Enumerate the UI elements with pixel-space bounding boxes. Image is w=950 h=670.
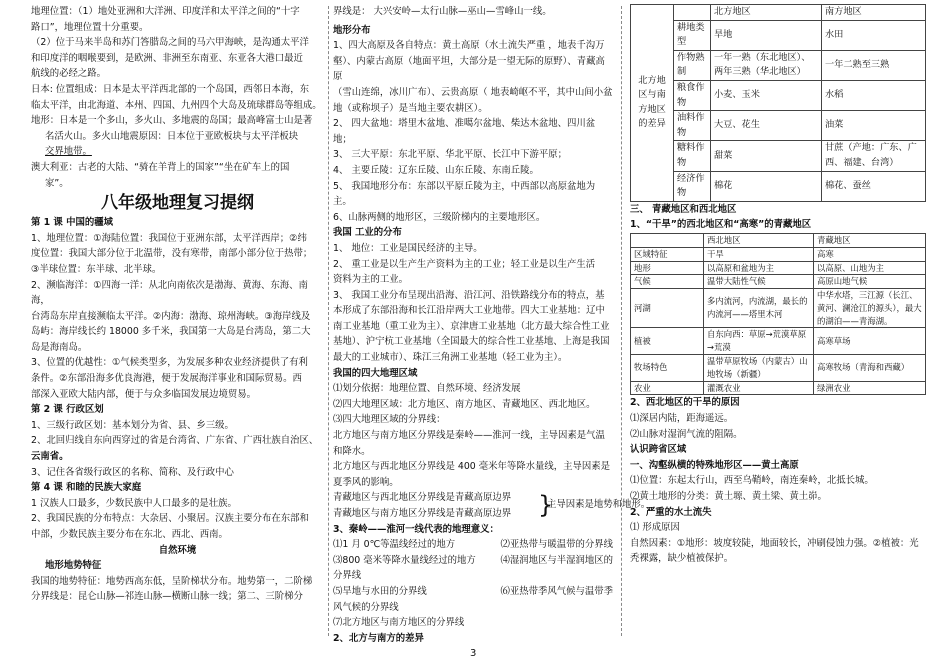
- text-line: 日本: 位置组成：日本是太平洋西北部的一个岛国，西邻日本海，东: [31, 83, 310, 95]
- table-row: [631, 233, 926, 247]
- table-row: [631, 289, 926, 328]
- text-line: ⑶四大地理区域的分界线：: [333, 414, 446, 426]
- text-line: 6、山脉两侧的地形区，三级阶梯内的主要地形区。: [333, 211, 546, 223]
- table-row: [631, 111, 926, 141]
- table-cell: 甘蔗（产地：广东、广西、福建、台湾）: [822, 141, 926, 171]
- section-heading: 三、 青藏地区和西北地区: [630, 203, 737, 215]
- text-line: （雪山连绵，冰川广布）、云贵高原（ 地表崎岖不平，其中山间小盆: [333, 86, 613, 98]
- table-cell: 水稻: [822, 80, 926, 110]
- text-line: 2、濒临海洋：①四海一洋：从北向南依次是渤海、黄海、东海、南海，: [31, 279, 308, 307]
- text-line: 1、三级行政区划：基本划分为省、县、乡三级。: [31, 419, 234, 431]
- table-row: [631, 171, 926, 201]
- table-cell: 青藏地区: [814, 233, 926, 247]
- table-cell: 高寒牧场（青海和西藏）: [814, 355, 926, 382]
- text-line: 地理位置：（1）地处亚洲和大洋洲、印度洋和太平洋之间的“十字: [31, 6, 300, 17]
- section-heading: 2、严重的水土流失: [630, 506, 712, 518]
- table-cell: 一年一熟（东北地区）、两年三熟（华北地区）: [711, 50, 822, 80]
- table-row: [631, 50, 926, 80]
- text-line: ⑴位置：东起太行山，西至乌鞘岭，南连秦岭，北抵长城。: [630, 475, 874, 487]
- table-row: [631, 261, 926, 275]
- text-line: 秃裸露，缺少植被保护。: [630, 553, 734, 565]
- text-line: 2、北回归线自东向西穿过的省是台湾省、广东省、广西壮族自治区、: [31, 435, 319, 447]
- text-line: 和印度洋的咽喉要到，是欧洲、非洲至东南亚、东亚各大港口最近: [31, 52, 303, 64]
- text-line: ⑵亚热带与暖温带的分界线: [500, 539, 613, 551]
- table-cell: 区域特征: [631, 247, 704, 261]
- section-heading: 第 2 课 行政区划: [31, 404, 104, 416]
- page-number: 3: [470, 648, 477, 659]
- table-cell: 温带大陆性气候: [704, 275, 814, 289]
- table-cell: 高寒草场: [814, 328, 926, 355]
- text-line: ⑶800 毫米等降水量线经过的地方: [333, 554, 476, 566]
- table-cell: [631, 233, 704, 247]
- text-line: 5、 我国地形分布：东部以平原丘陵为主，中西部以高原盆地为主。: [333, 180, 596, 208]
- table-cell: 中华水塔，三江源（长江、黄河、澜沧江的源头），最大的湖泊——青海湖。: [814, 289, 926, 328]
- text-line: 2、我国民族的分布特点：大杂居、小聚居。汉族主要分布在东部和: [31, 513, 309, 525]
- text-line: 云南省。: [31, 451, 69, 463]
- table-cell: 干旱: [704, 247, 814, 261]
- text-line: ⑴深居内陆，距海遥远。: [630, 413, 734, 425]
- table-row: [631, 20, 926, 50]
- text-line: 和降水。: [333, 445, 371, 457]
- table-cell: 温带草原牧场（内蒙古）山地牧场（新疆）: [704, 355, 814, 382]
- section-heading: 1、“干旱”的西北地区和“高寒”的青藏地区: [630, 219, 812, 231]
- text-line: 2、 重工业是以生产生产资料为主的工业；轻工业是以生产生活: [333, 258, 596, 270]
- text-line: 中部，少数民族主要分布在东北、西北、西南。: [31, 529, 228, 540]
- text-line: 北方地区与南方地区分界线是秦岭——淮河一线，主导因素是气温: [333, 430, 605, 442]
- table-cell: 西北地区: [704, 233, 814, 247]
- text-line: ⑺北方地区与南方地区的分界线: [333, 617, 465, 629]
- text-line: 地（或称坝子）是当地主要农耕区）。: [333, 102, 488, 114]
- column-divider: [621, 6, 623, 636]
- table-cell: 植被: [631, 328, 704, 355]
- text-line: 界线是： 大兴安岭—太行山脉—巫山—雪峰山一线。: [333, 6, 552, 17]
- table-cell: 经济作物: [674, 171, 711, 201]
- section-heading: 我国的四大地理区域: [333, 367, 418, 379]
- table-side-label: 北方地区与南方地区的差异: [631, 5, 674, 202]
- table-cell: 棉花、蚕丝: [822, 171, 926, 201]
- brace-note: 主导因素是地势和地形。: [547, 499, 651, 511]
- section-heading: 第 1 课 中国的疆域: [31, 217, 113, 229]
- section-heading: 3、秦岭——淮河一线代表的地理意义：: [333, 523, 499, 535]
- text-line: 台湾岛东岸直接濒临太平洋。②内海：渤海、琼州海峡。③海岸线及: [31, 310, 311, 322]
- text-line: ⑵山脉对湿润气流的阻隔。: [630, 428, 743, 440]
- northwest-tibet-table: [630, 233, 926, 396]
- text-line: ⑵四大地理区域：北方地区、南方地区、青藏地区、西北地区。: [333, 398, 596, 410]
- text-line: （2）位于马来半岛和苏门答腊岛之间的马六甲海峡，是沟通太平洋: [31, 37, 309, 49]
- section-heading: 2、北方与南方的差异: [333, 632, 424, 644]
- text-line: 2、 四大盆地：塔里木盆地、准噶尔盆地、柴达木盆地、四川盆地；: [333, 118, 596, 145]
- text-line: 青藏地区与南方地区分界线是青藏高原边界: [333, 508, 512, 519]
- table-cell: 牧场特色: [631, 355, 704, 382]
- text-line: 交界地带。: [45, 146, 92, 158]
- table-cell: 灌溉农业: [704, 381, 814, 395]
- text-line: 名活火山。多火山地震原因：日本位于亚欧板块与太平洋板块: [45, 130, 299, 142]
- text-line: 临太平洋，由北海道、本州、四国、九州四个大岛及琉球群岛等组成。: [31, 99, 322, 111]
- column-right: [630, 4, 926, 567]
- table-cell: 绿洲农业: [814, 381, 926, 395]
- text-line: 1 汉族人口最多，少数民族中人口最多的是壮族。: [31, 497, 237, 509]
- text-line: ③半球位置：东半球、北半球。: [31, 263, 162, 275]
- table-row: [631, 5, 926, 21]
- text-line: 澳大利亚：古老的大陆、“骑在羊背上的国家”“坐在矿车上的国: [31, 161, 290, 173]
- section-heading: 自然环境: [158, 544, 197, 556]
- text-line: 3、记住各省级行政区的名称、简称、及行政中心: [31, 466, 234, 478]
- text-line: 3、位置的优越性：①气候类型多，为发展多种农业经济提供了有利: [31, 357, 308, 369]
- table-cell: 耕地类型: [674, 20, 711, 50]
- table-cell: 高寒: [814, 247, 926, 261]
- text-line: 地形：日本是一个多山，多火山、多地震的岛国；最高峰富士山是著: [31, 115, 313, 127]
- table-cell: 水田: [822, 20, 926, 50]
- text-line: 条件。②东部沿海多优良海港，便于发展海洋事业和国际贸易。西: [31, 373, 302, 385]
- brace-group: [333, 490, 651, 521]
- text-line: 家”。: [45, 177, 69, 189]
- text-line: 壑）、内蒙古高原（地面平坦，大部分是一望无际的原野）、青藏高原: [333, 55, 605, 83]
- section-heading: 一、沟壑纵横的特殊地形区——黄土高原: [630, 459, 799, 471]
- text-row: [333, 553, 613, 569]
- text-line: ⑵黄土地形的分类：黄土塬、黄土梁、黄土峁。: [630, 491, 827, 503]
- table-row: [631, 328, 926, 355]
- table-row: [631, 355, 926, 382]
- table-cell: 以高原、山地为主: [814, 261, 926, 275]
- text-line: ⑴1 月 0℃等温线经过的地方: [333, 539, 456, 551]
- text-line: ⑷湿润地区与半湿润地区的: [500, 554, 613, 566]
- table-row: [631, 275, 926, 289]
- column-left: [31, 4, 324, 605]
- text-line: 4、 主要丘陵：辽东丘陵、山东丘陵、东南丘陵。: [333, 164, 539, 176]
- section-heading: 2、西北地区的干旱的原因: [630, 397, 740, 409]
- table-cell: 糖料作物: [674, 141, 711, 171]
- text-line: 分界线: [333, 570, 362, 582]
- text-line: 我国的地势特征：地势西高东低，呈阶梯状分布。地势第一，二阶梯: [31, 575, 313, 587]
- north-south-table: [630, 4, 926, 202]
- table-cell: 以高原和盆地为主: [704, 261, 814, 275]
- text-line: ⑹亚热带季风气候与温带季: [500, 585, 613, 597]
- text-line: 夏季风的影响。: [333, 476, 399, 488]
- page-title: 八年级地理复习提纲: [101, 193, 254, 214]
- table-cell: 旱地: [711, 20, 822, 50]
- table-cell: 地形: [631, 261, 704, 275]
- text-line: 南工业基地（重工业为主）、京津唐工业基地（北方最大综合性工业: [333, 320, 610, 332]
- column-divider: [328, 6, 330, 636]
- text-line: 北方地区与西北地区分界线是 400 毫米年等降水量线，主导因素是: [333, 461, 610, 473]
- text-line: 青藏地区与西北地区分界线是青藏高原边界: [333, 492, 512, 504]
- text-row: [333, 537, 613, 553]
- table-cell: 农业: [631, 381, 704, 395]
- text-line: 风气候的分界线: [333, 601, 399, 613]
- text-line: 岛屿：海岸线长约 18000 多千米，我国第一大岛是台湾岛，第二大: [31, 326, 311, 338]
- table-cell: 多内流河，内流湖，最长的内流河——塔里木河: [704, 289, 814, 328]
- section-heading: 地形地势特征: [45, 560, 102, 572]
- table-cell: 粮食作物: [674, 80, 711, 110]
- text-line: 最大的工业城市）、珠江三角洲工业基地（轻工业为主）。: [333, 352, 568, 364]
- text-line: 1、地理位置：①海陆位置：我国位于亚洲东部，太平洋西岸；②纬: [31, 232, 307, 244]
- text-line: 航线的必经之路。: [31, 68, 107, 80]
- text-line: 3、 我国工业分布呈现出沿海、沿江河、沿铁路线分布的特点，基: [333, 289, 605, 301]
- table-cell: 南方地区: [822, 5, 926, 21]
- text-line: 资料为主的工业。: [333, 274, 409, 286]
- table-cell: 河湖: [631, 289, 704, 328]
- section-heading: 第 4 课 和睦的民族大家庭: [31, 482, 142, 494]
- text-line: 1、四大高原及各自特点：黄土高原（水土流失严重 ，地表千沟万: [333, 40, 605, 52]
- table-cell: 油料作物: [674, 111, 711, 141]
- text-line: 度位置：我国大部分位于北温带，没有寒带，南部小部分位于热带；: [31, 248, 313, 260]
- text-row: [333, 584, 613, 600]
- text-line: 岛是海南岛。: [31, 341, 88, 353]
- table-cell: 棉花: [711, 171, 822, 201]
- table-cell: 甜菜: [711, 141, 822, 171]
- text-line: 1、 地位：工业是国民经济的主导。: [333, 242, 483, 254]
- table-cell: 一年二熟至三熟: [822, 50, 926, 80]
- table-row: [631, 80, 926, 110]
- text-line: 基地）、沪宁杭工业基地（全国最大的综合性工业基地、上海是我国: [333, 336, 610, 348]
- table-cell: 小麦、玉米: [711, 80, 822, 110]
- text-line: 分界线是：昆仑山脉—祁连山脉—横断山脉一线；第二、三阶梯分: [31, 591, 303, 603]
- table-row: [631, 247, 926, 261]
- section-heading: 认识跨省区域: [630, 444, 687, 456]
- text-line: 本形成了东部沿海和长江沿岸两大工业地带。四大工业基地：辽中: [333, 305, 605, 317]
- table-cell: 作物熟制: [674, 50, 711, 80]
- table-cell: 油菜: [822, 111, 926, 141]
- text-line: 自然因素：①地形：坡度较陡，地面较长，冲刷侵蚀力强。②植被：光: [630, 537, 919, 549]
- section-heading: 地形分布: [333, 24, 371, 36]
- table-row: [631, 141, 926, 171]
- table-cell: 气候: [631, 275, 704, 289]
- section-heading: 我国 工业的分布: [333, 227, 402, 239]
- table-cell: 高原山地气候: [814, 275, 926, 289]
- table-cell: 大豆、花生: [711, 111, 822, 141]
- text-line: ⑸旱地与水田的分界线: [333, 585, 427, 597]
- text-line: 路口”，地理位置十分重要。: [31, 21, 149, 33]
- table-cell: [674, 5, 711, 21]
- table-row: [631, 381, 926, 395]
- table-cell: 自东向西：草原→荒漠草原→荒漠: [704, 328, 814, 355]
- brace-icon: }: [538, 491, 554, 520]
- table-cell: 北方地区: [711, 5, 822, 21]
- text-line: 部深入亚欧大陆内部，便于与众多临国发展边境贸易。: [31, 388, 257, 400]
- text-line: ⑴划分依据：地理位置、自然环境、经济发展: [333, 383, 521, 395]
- text-line: 3、 三大平原：东北平原、华北平原、长江中下游平原；: [333, 149, 567, 161]
- text-line: ⑴ 形成原因: [630, 522, 680, 534]
